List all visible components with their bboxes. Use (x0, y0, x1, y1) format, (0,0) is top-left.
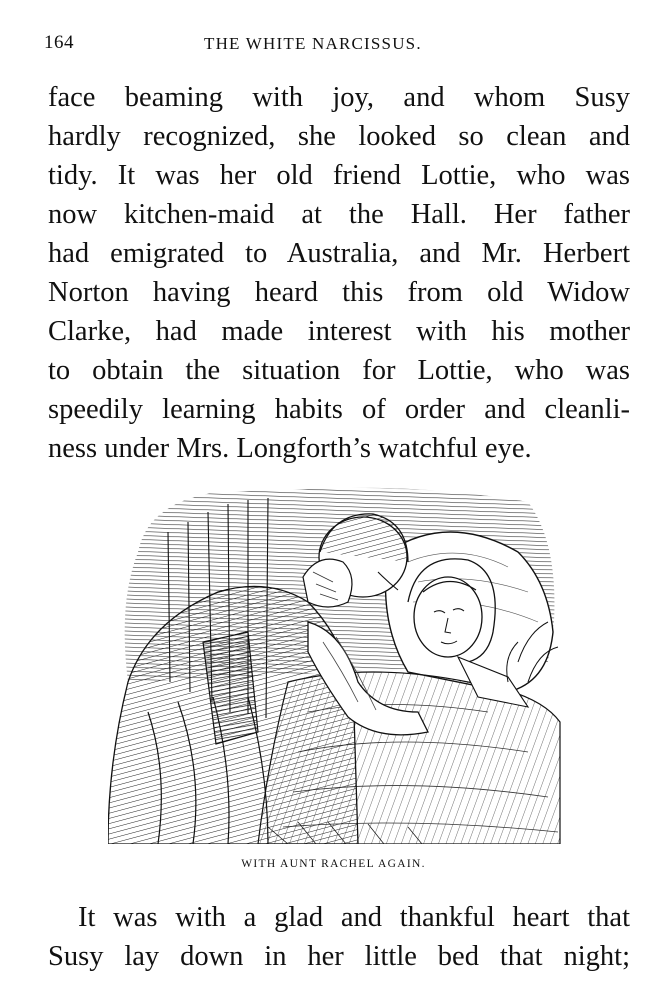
text-line: Susy lay down in her little bed that night; (48, 941, 630, 972)
text-line: ness under Mrs. Longforth’s watchful eye. (48, 433, 532, 464)
text-line: It was with a glad and thankful heart that (78, 902, 630, 933)
text-line: now kitchen-maid at the Hall. Her father (48, 199, 630, 230)
text-line: speedily learning habits of order and cleanli- (48, 394, 630, 425)
child-face (414, 577, 482, 657)
running-head: THE WHITE NARCISSUS. (204, 34, 422, 53)
text-line: Clarke, had made interest with his mother (48, 316, 630, 347)
illustration-caption: WITH AUNT RACHEL AGAIN. (241, 858, 426, 870)
text-line: to obtain the situation for Lottie, who was (48, 355, 630, 386)
text-line: hardly recognized, she looked so clean and (48, 121, 630, 152)
paragraph-2 (48, 898, 630, 976)
page-number: 164 (44, 32, 74, 53)
paragraph-1 (48, 78, 630, 468)
text-line: tidy. It was her old friend Lottie, who was (48, 160, 630, 191)
text-line: Norton having heard this from old Widow (48, 277, 630, 308)
engraving-illustration (108, 482, 562, 844)
text-line: face beaming with joy, and whom Susy (48, 82, 630, 113)
text-line: had emigrated to Australia, and Mr. Herbert (48, 238, 630, 269)
page-header (44, 32, 624, 58)
